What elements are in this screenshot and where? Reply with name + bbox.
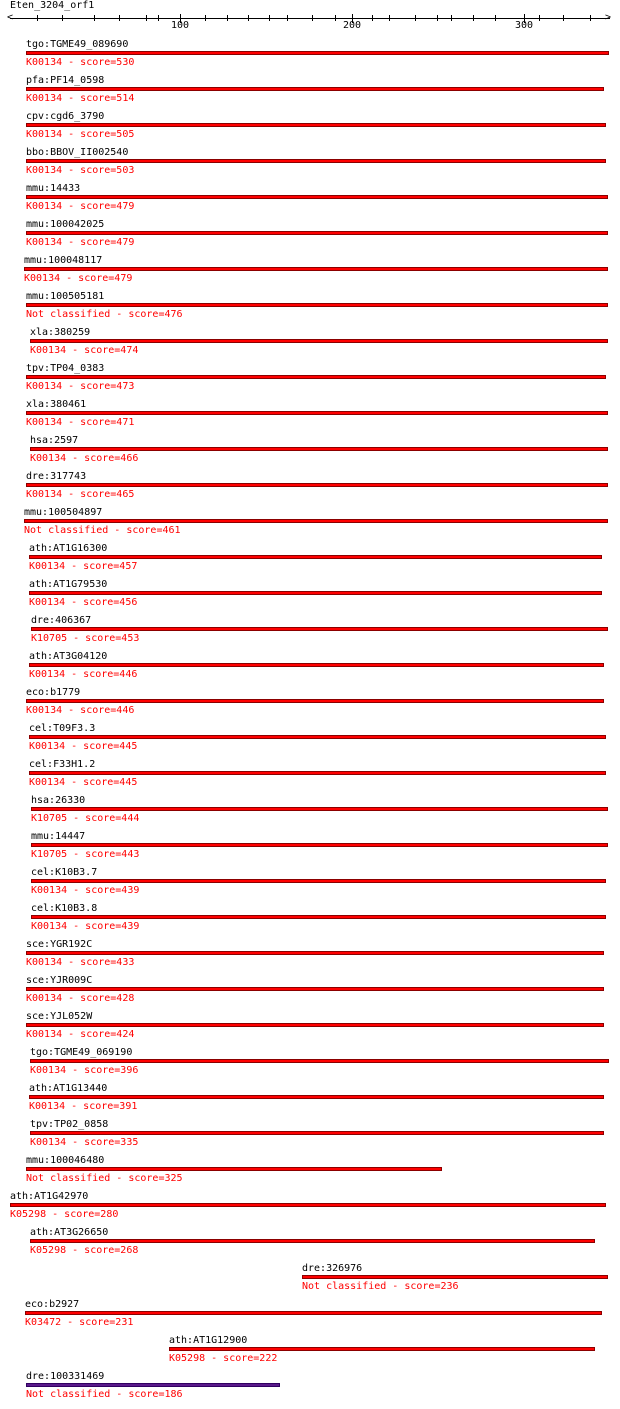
score-link[interactable]: K00134 - score=474	[30, 345, 139, 356]
axis-minor-tick	[372, 15, 373, 21]
axis-minor-tick	[335, 15, 336, 21]
axis-minor-tick	[119, 15, 120, 21]
axis-minor-tick	[495, 15, 496, 21]
score-link[interactable]: K00134 - score=503	[26, 165, 135, 176]
gene-link[interactable]: mmu:100048117	[24, 255, 103, 266]
alignment-bar[interactable]	[26, 87, 604, 91]
gene-link[interactable]: ath:AT1G16300	[29, 543, 108, 554]
axis-minor-tick	[94, 15, 95, 21]
score-link[interactable]: K00134 - score=479	[26, 237, 135, 248]
score-link[interactable]: K00134 - score=479	[24, 273, 133, 284]
axis-minor-tick	[590, 15, 591, 21]
gene-link[interactable]: ath:AT1G12900	[169, 1335, 248, 1346]
gene-link[interactable]: cel:K10B3.7	[31, 867, 98, 878]
score-link[interactable]: K00134 - score=479	[26, 201, 135, 212]
score-link[interactable]: K05298 - score=280	[10, 1209, 119, 1220]
alignment-bar[interactable]	[31, 879, 606, 883]
score-link[interactable]: K00134 - score=473	[26, 381, 135, 392]
score-link[interactable]: K05298 - score=268	[30, 1245, 139, 1256]
gene-link[interactable]: cel:F33H1.2	[29, 759, 96, 770]
score-link[interactable]: K00134 - score=446	[29, 669, 138, 680]
axis-minor-tick	[227, 15, 228, 21]
gene-link[interactable]: eco:b1779	[26, 687, 81, 698]
gene-link[interactable]: mmu:14447	[31, 831, 86, 842]
gene-link[interactable]: ath:AT1G13440	[29, 1083, 108, 1094]
alignment-bar[interactable]	[26, 375, 606, 379]
score-link[interactable]: K00134 - score=391	[29, 1101, 138, 1112]
score-link[interactable]: K00134 - score=456	[29, 597, 138, 608]
axis-minor-tick	[451, 15, 452, 21]
score-link[interactable]: K10705 - score=444	[31, 813, 140, 824]
axis-minor-tick	[539, 15, 540, 21]
axis-minor-tick	[389, 15, 390, 21]
score-link[interactable]: Not classified - score=476	[26, 309, 183, 320]
alignment-bar[interactable]	[26, 411, 608, 415]
gene-link[interactable]: tgo:TGME49_069190	[30, 1047, 133, 1058]
axis-minor-tick	[158, 15, 159, 21]
score-link[interactable]: K00134 - score=446	[26, 705, 135, 716]
alignment-bar[interactable]	[30, 1059, 609, 1063]
score-link[interactable]: K10705 - score=443	[31, 849, 140, 860]
axis-minor-tick	[563, 15, 564, 21]
score-link[interactable]: K00134 - score=457	[29, 561, 138, 572]
axis-tick-label: 200	[342, 20, 362, 31]
gene-link[interactable]: tpv:TP04_0383	[26, 363, 105, 374]
axis-minor-tick	[415, 15, 416, 21]
alignment-bar[interactable]	[26, 1383, 280, 1387]
gene-link[interactable]: pfa:PF14_0598	[26, 75, 105, 86]
alignment-bar[interactable]	[31, 807, 608, 811]
alignment-bar[interactable]	[31, 627, 608, 631]
gene-link[interactable]: sce:YJL052W	[26, 1011, 93, 1022]
axis-minor-tick	[287, 15, 288, 21]
gene-link[interactable]: sce:YJR009C	[26, 975, 93, 986]
gene-link[interactable]: bbo:BBOV_II002540	[26, 147, 129, 158]
alignment-bar[interactable]	[26, 951, 604, 955]
score-link[interactable]: K00134 - score=445	[29, 741, 138, 752]
alignment-bar[interactable]	[31, 843, 608, 847]
alignment-bar[interactable]	[30, 1131, 604, 1135]
gene-link[interactable]: ath:AT3G26650	[30, 1227, 109, 1238]
alignment-bar[interactable]	[26, 483, 608, 487]
alignment-bar[interactable]	[26, 1023, 604, 1027]
score-link[interactable]: K00134 - score=445	[29, 777, 138, 788]
axis-minor-tick	[205, 15, 206, 21]
query-title: Eten_3204_orf1	[10, 0, 95, 11]
gene-link[interactable]: tgo:TGME49_089690	[26, 39, 129, 50]
gene-link[interactable]: cel:T09F3.3	[29, 723, 96, 734]
gene-link[interactable]: hsa:2597	[30, 435, 79, 446]
gene-link[interactable]: dre:406367	[31, 615, 92, 626]
gene-link[interactable]: dre:326976	[302, 1263, 363, 1274]
gene-link[interactable]: mmu:14433	[26, 183, 81, 194]
alignment-bar[interactable]	[26, 1167, 442, 1171]
alignment-bar[interactable]	[26, 987, 604, 991]
axis-minor-tick	[62, 15, 63, 21]
alignment-bar[interactable]	[302, 1275, 608, 1279]
score-link[interactable]: K00134 - score=439	[31, 885, 140, 896]
gene-link[interactable]: ath:AT1G42970	[10, 1191, 89, 1202]
axis-minor-tick	[37, 15, 38, 21]
axis-minor-tick	[146, 15, 147, 21]
axis-minor-tick	[473, 15, 474, 21]
score-link[interactable]: K00134 - score=514	[26, 93, 135, 104]
score-link[interactable]: K00134 - score=465	[26, 489, 135, 500]
axis-left-arrow-icon: <	[7, 12, 14, 23]
gene-link[interactable]: eco:b2927	[25, 1299, 80, 1310]
alignment-bar[interactable]	[29, 1095, 604, 1099]
score-link[interactable]: K05298 - score=222	[169, 1353, 278, 1364]
alignment-bar[interactable]	[30, 1239, 595, 1243]
gene-link[interactable]: mmu:100504897	[24, 507, 103, 518]
score-link[interactable]: K00134 - score=530	[26, 57, 135, 68]
axis-right-arrow-icon: >	[605, 12, 612, 23]
axis-minor-tick	[269, 15, 270, 21]
alignment-bar[interactable]	[30, 339, 608, 343]
alignment-bar[interactable]	[24, 519, 608, 523]
score-link[interactable]: Not classified - score=236	[302, 1281, 459, 1292]
axis-tick-label: 100	[170, 20, 190, 31]
score-link[interactable]: K00134 - score=466	[30, 453, 139, 464]
score-link[interactable]: Not classified - score=186	[26, 1389, 183, 1400]
gene-link[interactable]: ath:AT3G04120	[29, 651, 108, 662]
alignment-bar[interactable]	[25, 1311, 602, 1315]
alignment-bar[interactable]	[29, 591, 602, 595]
axis-minor-tick	[437, 15, 438, 21]
alignment-bar[interactable]	[10, 1203, 606, 1207]
alignment-bar[interactable]	[26, 123, 606, 127]
gene-link[interactable]: cpv:cgd6_3790	[26, 111, 105, 122]
score-link[interactable]: K00134 - score=396	[30, 1065, 139, 1076]
gene-link[interactable]: hsa:26330	[31, 795, 86, 806]
alignment-bar[interactable]	[24, 267, 608, 271]
alignment-bar[interactable]	[169, 1347, 595, 1351]
alignment-bar[interactable]	[30, 447, 608, 451]
score-link[interactable]: Not classified - score=461	[24, 525, 181, 536]
score-link[interactable]: K00134 - score=471	[26, 417, 135, 428]
alignment-bar[interactable]	[31, 915, 606, 919]
alignment-bar[interactable]	[26, 195, 608, 199]
alignment-bar[interactable]	[26, 303, 608, 307]
alignment-bar[interactable]	[26, 159, 606, 163]
score-link[interactable]: Not classified - score=325	[26, 1173, 183, 1184]
gene-link[interactable]: xla:380461	[26, 399, 87, 410]
axis-tick-label: 300	[514, 20, 534, 31]
score-link[interactable]: K00134 - score=335	[30, 1137, 139, 1148]
gene-link[interactable]: cel:K10B3.8	[31, 903, 98, 914]
score-link[interactable]: K03472 - score=231	[25, 1317, 134, 1328]
alignment-bar[interactable]	[29, 771, 606, 775]
alignment-bar[interactable]	[26, 231, 608, 235]
gene-link[interactable]: mmu:100505181	[26, 291, 105, 302]
gene-link[interactable]: ath:AT1G79530	[29, 579, 108, 590]
alignment-bar[interactable]	[26, 699, 604, 703]
score-link[interactable]: K00134 - score=428	[26, 993, 135, 1004]
gene-link[interactable]: sce:YGR192C	[26, 939, 93, 950]
gene-link[interactable]: tpv:TP02_0858	[30, 1119, 109, 1130]
gene-link[interactable]: dre:100331469	[26, 1371, 105, 1382]
gene-link[interactable]: mmu:100046480	[26, 1155, 105, 1166]
alignment-bar[interactable]	[29, 555, 602, 559]
score-link[interactable]: K00134 - score=424	[26, 1029, 135, 1040]
score-link[interactable]: K00134 - score=505	[26, 129, 135, 140]
score-link[interactable]: K10705 - score=453	[31, 633, 140, 644]
alignment-bar[interactable]	[29, 663, 604, 667]
alignment-bar[interactable]	[29, 735, 606, 739]
axis-minor-tick	[312, 15, 313, 21]
gene-link[interactable]: mmu:100042025	[26, 219, 105, 230]
axis-line	[10, 18, 610, 19]
gene-link[interactable]: xla:380259	[30, 327, 91, 338]
score-link[interactable]: K00134 - score=433	[26, 957, 135, 968]
gene-link[interactable]: dre:317743	[26, 471, 87, 482]
axis-minor-tick	[248, 15, 249, 21]
alignment-bar[interactable]	[26, 51, 609, 55]
score-link[interactable]: K00134 - score=439	[31, 921, 140, 932]
